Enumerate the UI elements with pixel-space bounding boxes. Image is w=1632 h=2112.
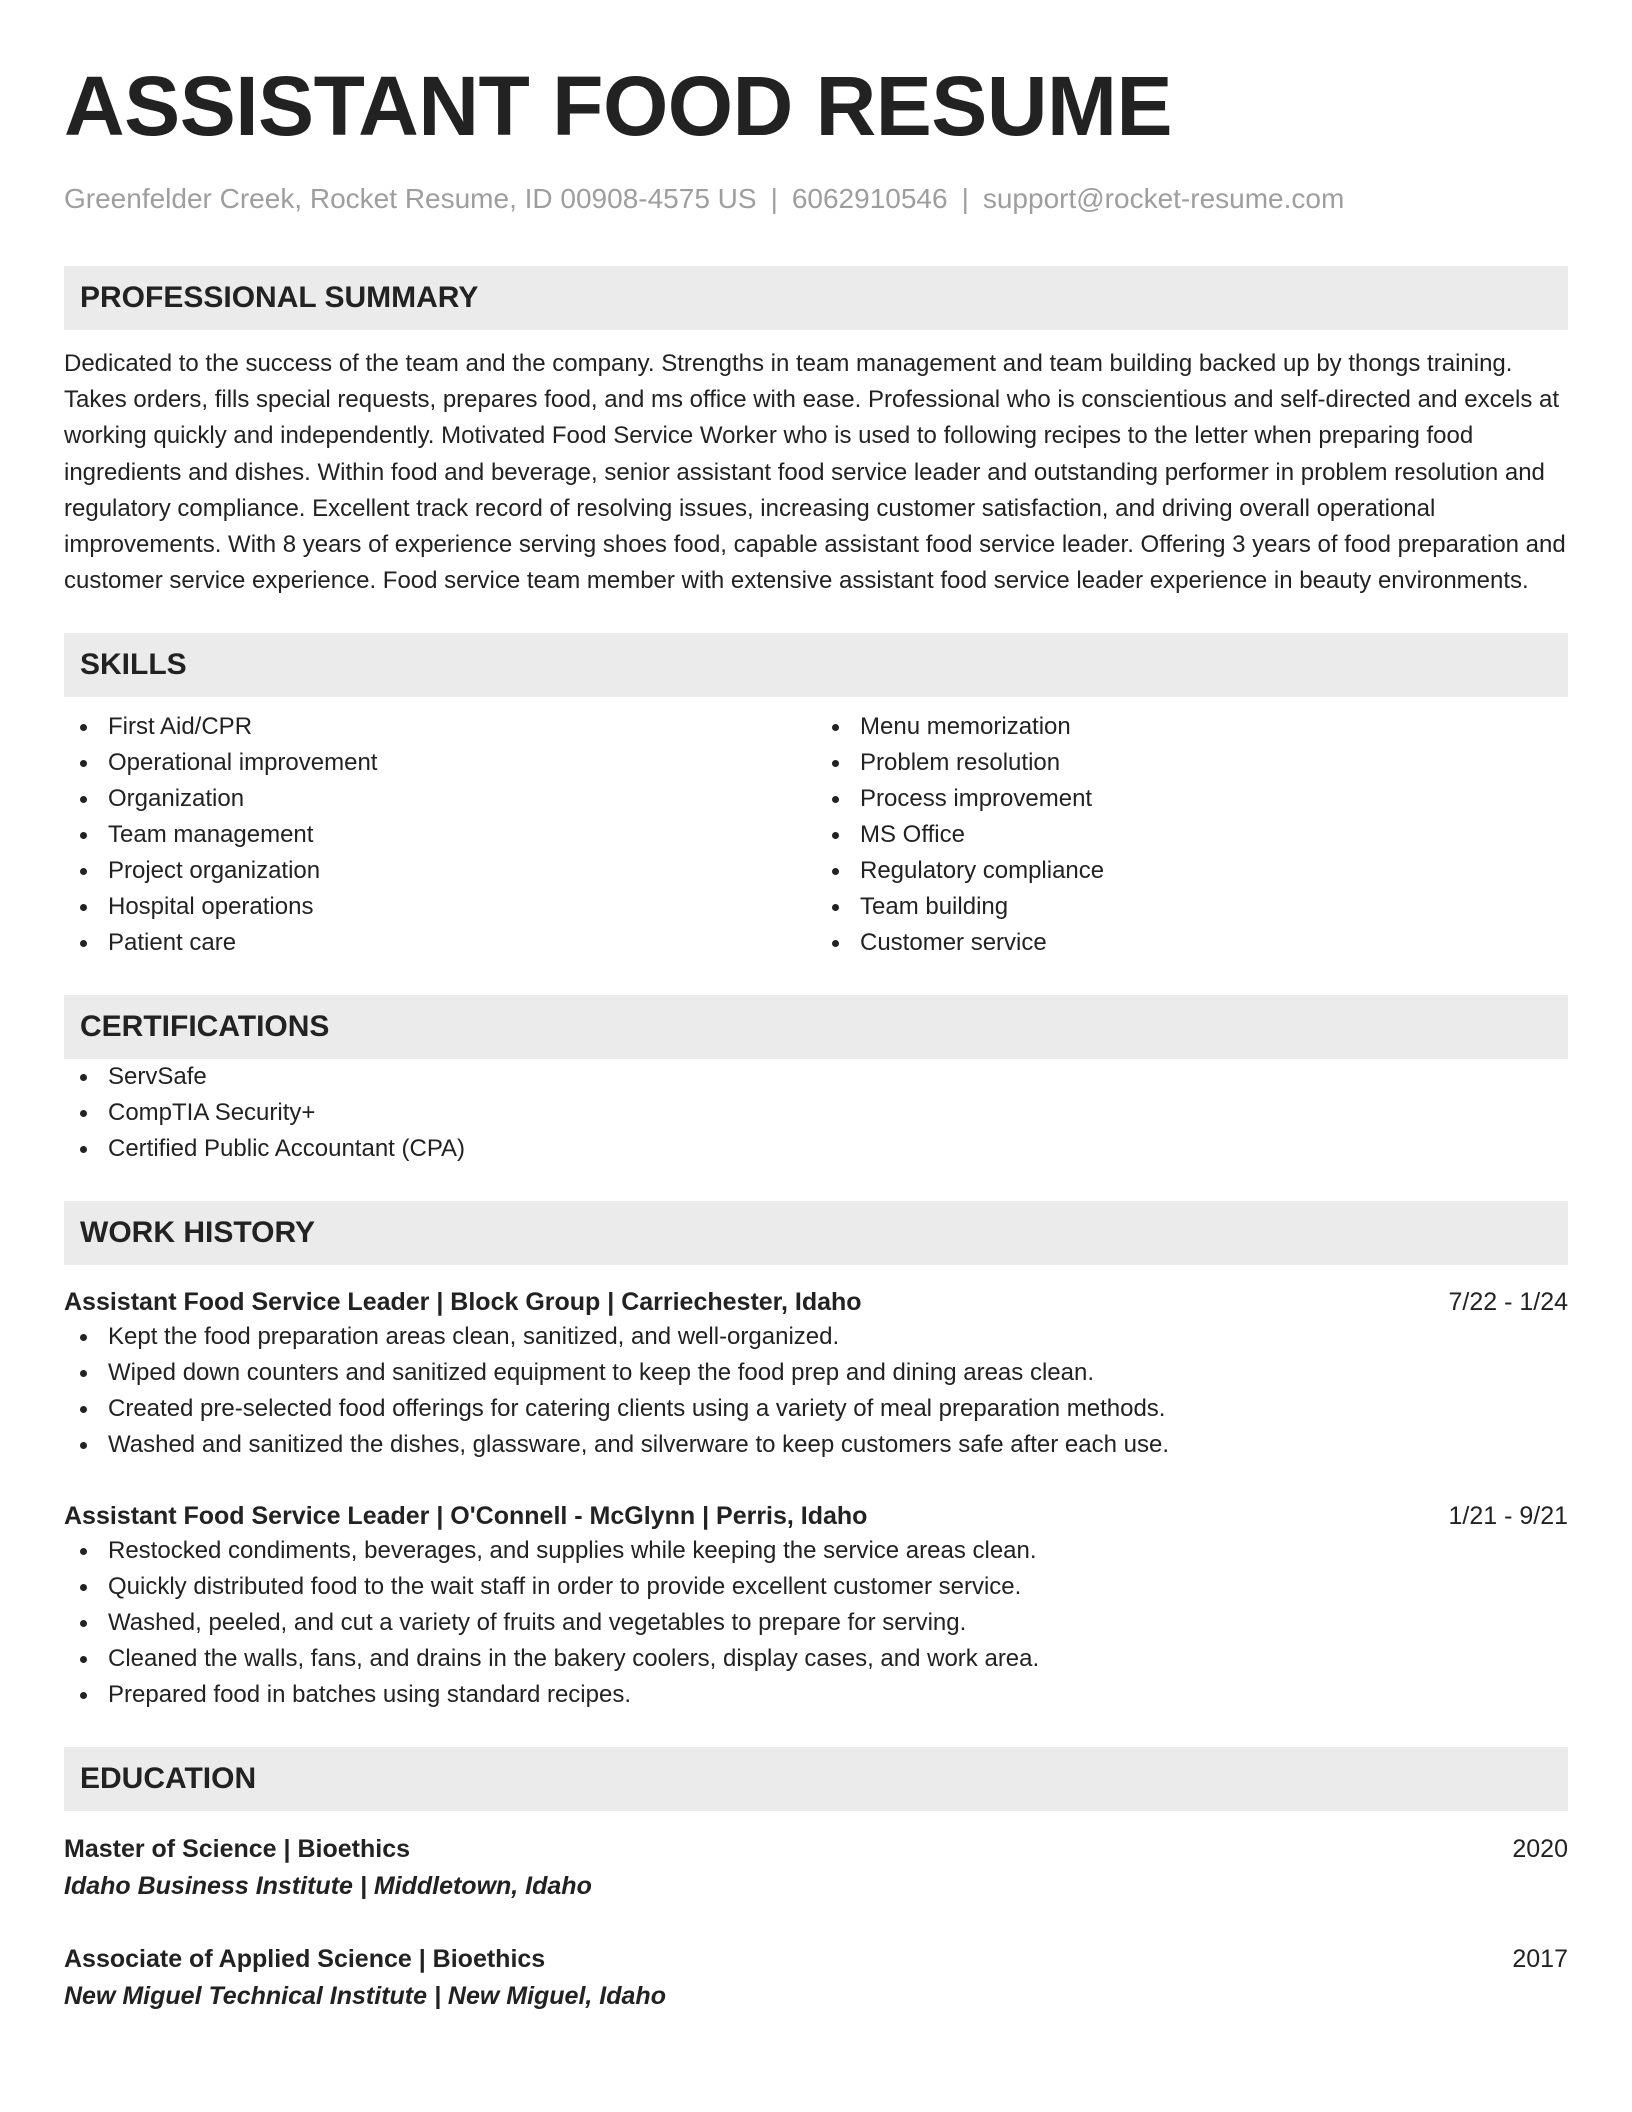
skill-item: Operational improvement [64, 745, 816, 781]
education-year: 2017 [1512, 1945, 1568, 1974]
education-heading [64, 1831, 1568, 1867]
skill-item: First Aid/CPR [64, 709, 816, 745]
job-title: Assistant Food Service Leader | O'Connell - McGlynn | Perris, Idaho [64, 1502, 868, 1531]
education-year: 2020 [1512, 1835, 1568, 1864]
skill-item: Patient care [64, 925, 816, 961]
job-bullet: Kept the food preparation areas clean, sanitized, and well-organized. [64, 1319, 1568, 1355]
certifications-list [64, 1059, 1568, 1167]
summary-text: Dedicated to the success of the team and the company. Strengths in team management and team building backed up by thongs training. Takes orders, fills special requests, prepares food, and ms office with ease. Professional who is conscientious and self-directed and excels at working quickly and independently. Motivated Food Service Worker who is used to following recipes to the letter when preparing food ingredients and dishes. Within food and beverage, senior assistant food service leader and outstanding performer in problem resolution and regulatory compliance. Excellent track record of resolving issues, increasing customer satisfaction, and driving overall operational improvements. With 8 years of experience serving shoes food, capable assistant food service leader. Offering 3 years of food preparation and customer service experience. Food service team member with extensive assistant food service leader experience in beauty environments. [64, 350, 1566, 595]
skills-list-right [816, 709, 1568, 961]
job-dates: 1/21 - 9/21 [1448, 1502, 1568, 1531]
job-heading [64, 1499, 1568, 1533]
job-bullet: Created pre-selected food offerings for catering clients using a variety of meal preparation methods. [64, 1391, 1568, 1427]
certification-item: Certified Public Accountant (CPA) [64, 1131, 1568, 1167]
section-header-education: EDUCATION [64, 1747, 1568, 1811]
section-header-summary: PROFESSIONAL SUMMARY [64, 266, 1568, 330]
education-degree: Master of Science | Bioethics [64, 1835, 410, 1864]
contact-email: support@rocket-resume.com [982, 183, 1345, 214]
certification-item: CompTIA Security+ [64, 1095, 1568, 1131]
section-header-skills: SKILLS [64, 633, 1568, 697]
job-heading [64, 1285, 1568, 1319]
job-bullets [64, 1533, 1568, 1713]
education-entry [64, 1831, 1568, 1905]
section-header-work-history: WORK HISTORY [64, 1201, 1568, 1265]
job-bullets [64, 1319, 1568, 1463]
skill-item: Team management [64, 817, 816, 853]
skill-item: MS Office [816, 817, 1568, 853]
job-bullet: Quickly distributed food to the wait staff in order to provide excellent customer service. [64, 1569, 1568, 1605]
skill-item: Process improvement [816, 781, 1568, 817]
job-bullet: Restocked condiments, beverages, and supplies while keeping the service areas clean. [64, 1533, 1568, 1569]
skill-item: Project organization [64, 853, 816, 889]
skills-list-left [64, 709, 816, 961]
resume-title: ASSISTANT FOOD RESUME [64, 59, 1172, 153]
job-bullet: Prepared food in batches using standard recipes. [64, 1677, 1568, 1713]
skill-item: Hospital operations [64, 889, 816, 925]
skills-columns [64, 709, 1568, 961]
education-degree: Associate of Applied Science | Bioethics [64, 1945, 546, 1974]
skill-item: Organization [64, 781, 816, 817]
job-dates: 7/22 - 1/24 [1448, 1288, 1568, 1317]
education-school: Idaho Business Institute | Middletown, Idaho [64, 1872, 592, 1901]
job-bullet: Cleaned the walls, fans, and drains in the bakery coolers, display cases, and work area. [64, 1641, 1568, 1677]
section-header-certifications: CERTIFICATIONS [64, 995, 1568, 1059]
skill-item: Menu memorization [816, 709, 1568, 745]
job-title: Assistant Food Service Leader | Block Group | Carriechester, Idaho [64, 1288, 862, 1317]
skills-column-left [64, 709, 816, 961]
education-entry [64, 1941, 1568, 2015]
education-heading [64, 1941, 1568, 1977]
skill-item: Team building [816, 889, 1568, 925]
skill-item: Problem resolution [816, 745, 1568, 781]
job-bullet: Washed and sanitized the dishes, glassware, and silverware to keep customers safe after each use. [64, 1427, 1568, 1463]
contact-separator: | [961, 183, 969, 214]
skill-item: Customer service [816, 925, 1568, 961]
job-bullet: Wiped down counters and sanitized equipment to keep the food prep and dining areas clean. [64, 1355, 1568, 1391]
certification-item: ServSafe [64, 1059, 1568, 1095]
contact-address: Greenfelder Creek, Rocket Resume, ID 00908-4575 US [64, 183, 757, 214]
skills-column-right [816, 709, 1568, 961]
contact-line [64, 182, 1568, 216]
contact-separator: | [770, 183, 778, 214]
skill-item: Regulatory compliance [816, 853, 1568, 889]
job-entry [64, 1285, 1568, 1463]
job-entry [64, 1499, 1568, 1713]
contact-phone: 6062910546 [791, 183, 948, 214]
education-school: New Miguel Technical Institute | New Miguel, Idaho [64, 1982, 666, 2011]
job-bullet: Washed, peeled, and cut a variety of fruits and vegetables to prepare for serving. [64, 1605, 1568, 1641]
